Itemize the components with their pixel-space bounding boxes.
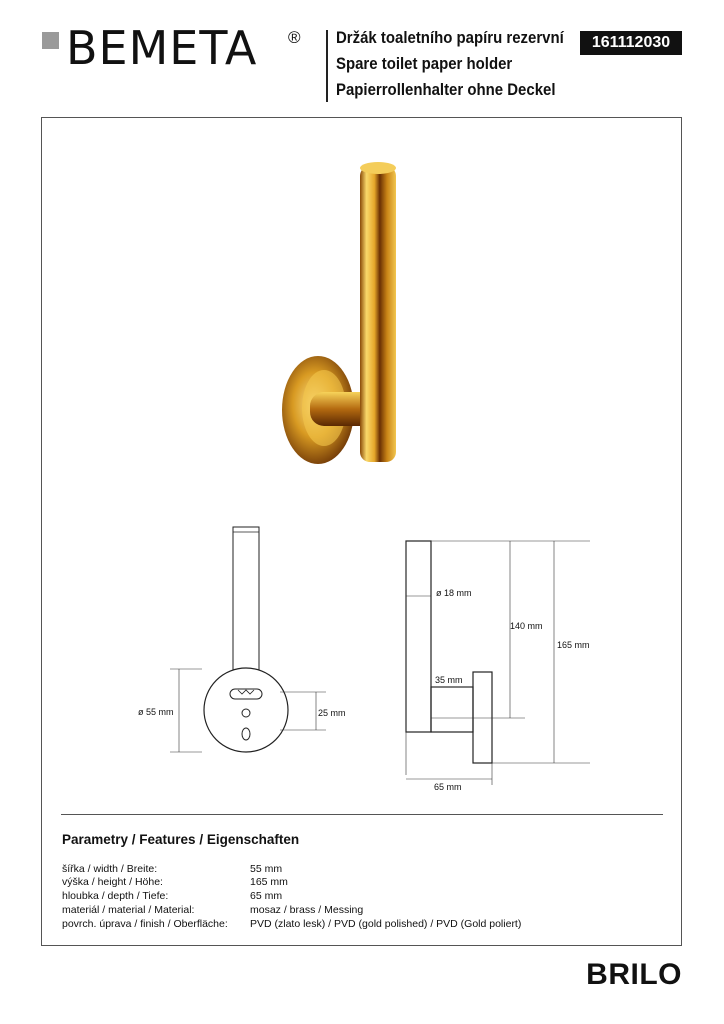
height-label: 165 mm (557, 640, 590, 650)
brand-logo: BEMETA (66, 21, 258, 75)
depth-label: 65 mm (434, 782, 462, 792)
title-czech: Držák toaletního papíru rezervní (336, 28, 564, 47)
logo-square (42, 32, 59, 49)
diameter-label: ø 55 mm (138, 707, 174, 717)
title-english: Spare toilet paper holder (336, 54, 513, 73)
rod-diameter-label: ø 18 mm (436, 588, 472, 598)
feature-value: PVD (zlato lesk) / PVD (gold polished) / PVD (Gold poliert) (250, 918, 522, 930)
features-heading: Parametry / Features / Eigenschaften (62, 832, 300, 847)
feature-label: hloubka / depth / Tiefe: (62, 890, 169, 902)
feature-label: šířka / width / Breite: (62, 863, 158, 875)
series-name: BRILO (586, 958, 682, 991)
front-view-drawing (130, 520, 360, 760)
product-code: 161112030 (580, 31, 682, 55)
feature-value: mosaz / brass / Messing (250, 904, 364, 916)
holder-rod (360, 166, 396, 462)
feature-label: výška / height / Höhe: (62, 876, 163, 888)
product-image (270, 160, 420, 470)
feature-value: 55 mm (250, 863, 283, 875)
feature-label: povrch. úprava / finish / Oberfläche: (62, 918, 228, 930)
feature-value: 65 mm (250, 890, 283, 902)
side-view-drawing (395, 530, 625, 800)
feature-label: materiál / material / Material: (62, 904, 195, 916)
registered-mark: ® (288, 28, 301, 47)
title-german: Papierrollenhalter ohne Deckel (336, 80, 556, 99)
rod-length-label: 140 mm (510, 621, 543, 631)
title-separator (326, 30, 328, 102)
hole-spacing-label: 25 mm (318, 708, 346, 718)
section-divider (61, 814, 663, 815)
feature-value: 165 mm (250, 876, 288, 888)
arm-length-label: 35 mm (435, 675, 463, 685)
